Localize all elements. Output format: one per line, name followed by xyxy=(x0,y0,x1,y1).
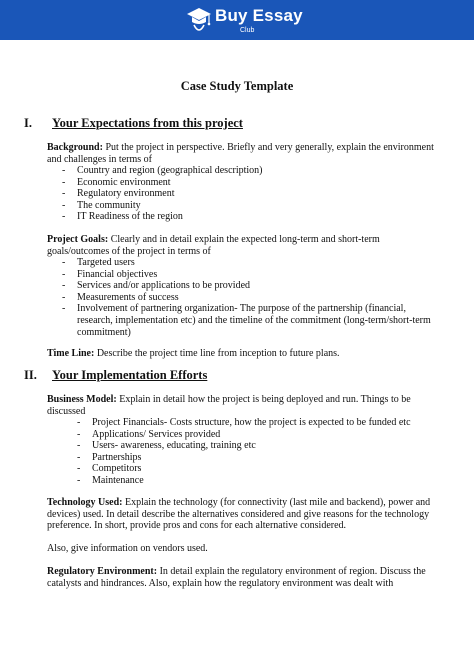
site-header xyxy=(0,0,474,40)
business-model-label: Business Model: xyxy=(47,394,117,405)
list-item: - Involvement of partnering organization- The purpose of the partnership (financial, research, implementation etc) and the timeline of the commitment (long-term/short-term commitment) xyxy=(62,303,431,338)
section-heading-2 xyxy=(24,370,207,382)
section-number: I. xyxy=(24,116,32,130)
brand-name: Buy Essay xyxy=(215,6,303,25)
list-item: - Targeted users xyxy=(62,257,135,268)
time-line-paragraph xyxy=(47,348,437,360)
page-title: Case Study Template xyxy=(180,79,294,93)
technology-used-paragraph xyxy=(47,497,437,532)
list-item: - The community xyxy=(62,199,141,211)
time-line-label: Time Line: xyxy=(47,348,95,359)
regulatory-environment-label: Regulatory Environment: xyxy=(47,566,158,577)
brand-subtitle: Club xyxy=(240,27,255,34)
document-page xyxy=(0,40,474,667)
technology-used-label: Technology Used: xyxy=(47,497,123,508)
section-heading-1 xyxy=(24,118,243,130)
list-item: - Partnerships xyxy=(77,451,142,463)
list-item: - Economic environment xyxy=(62,176,171,188)
business-model-text: Explain in detail how the project is being deployed and run. Things to be discussed xyxy=(47,394,411,417)
list-item: - Applications/ Services provided xyxy=(77,428,221,440)
list-item: - Project Financials- Costs structure, how the project is expected to be funded etc xyxy=(77,417,411,428)
list-item: - Measurements of success xyxy=(62,291,179,303)
background-label: Background: xyxy=(47,142,103,153)
time-line-text: Describe the project time line from inception to future plans. xyxy=(94,348,340,359)
list-item: - Services and/or applications to be provided xyxy=(62,280,251,292)
list-item: - IT Readiness of the region xyxy=(62,211,183,223)
list-item: - Maintenance xyxy=(77,474,144,486)
background-paragraph xyxy=(47,142,437,165)
project-goals-label: Project Goals: xyxy=(47,234,109,245)
list-item: - Financial objectives xyxy=(62,268,158,280)
section-title: Your Implementation Efforts xyxy=(52,368,208,382)
background-list xyxy=(62,165,263,223)
brand-logo[interactable] xyxy=(186,5,306,35)
graduation-cap-icon xyxy=(186,5,212,35)
background-text: Put the project in perspective. Briefly and very generally, explain the environment and challenges in terms of xyxy=(47,142,434,165)
list-item: - Users- awareness, educating, training etc xyxy=(77,440,256,452)
project-goals-list xyxy=(62,257,432,338)
technology-used-text: Explain the technology (for connectivity (last mile and backend), power and devices) used. In detail describe the alternatives considered and give reasons for the technology preference. In short, provide pros and cons for each alternative considered. xyxy=(47,497,431,532)
project-goals-paragraph xyxy=(47,234,437,257)
vendors-paragraph: Also, give information on vendors used. xyxy=(47,543,208,554)
section-title: Your Expectations from this project xyxy=(52,116,243,130)
business-model-paragraph xyxy=(47,394,437,417)
business-model-list xyxy=(77,417,411,487)
list-item: - Regulatory environment xyxy=(62,188,175,200)
regulatory-environment-text: In detail explain the regulatory environment of region. Discuss the catalysts and hindrances. Also, explain how the regulatory environment was dealt with xyxy=(47,566,426,589)
project-goals-text: Clearly and in detail explain the expected long-term and short-term goals/outcomes of the project in terms of xyxy=(47,234,380,257)
regulatory-environment-paragraph xyxy=(47,566,437,589)
list-item: - Country and region (geographical description) xyxy=(62,165,263,176)
list-item: - Competitors xyxy=(77,463,142,475)
section-number: II. xyxy=(24,368,37,382)
